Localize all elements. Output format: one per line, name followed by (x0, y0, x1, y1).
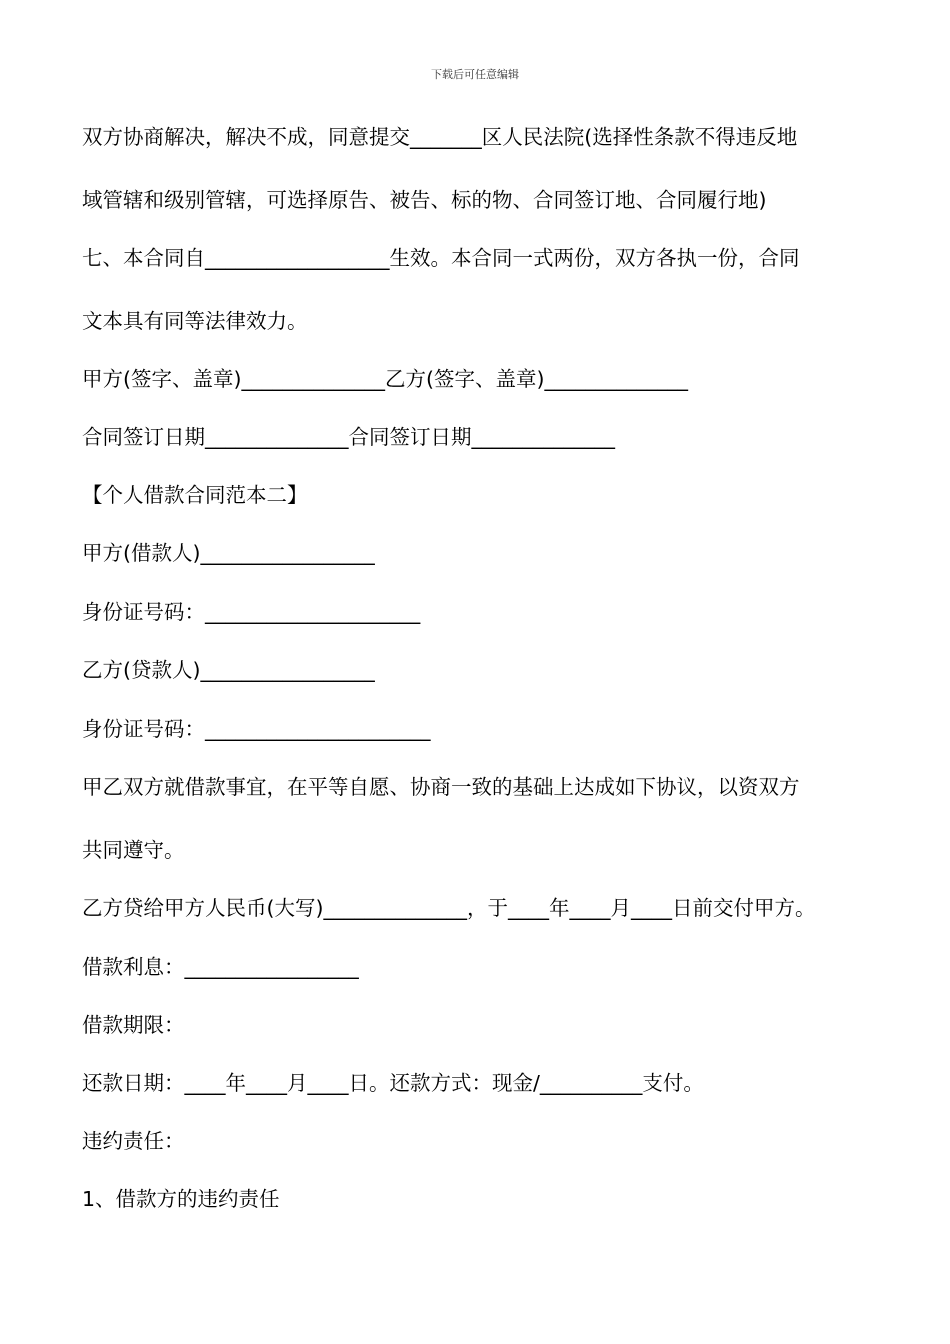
section-title: 【个人借款合同范本二】 (82, 483, 308, 507)
text-line: 乙方(贷款人)_________________ (82, 658, 375, 682)
text-line: 还款日期：____年____月____日。还款方式：现金/__________支付。 (82, 1071, 704, 1095)
text-line: 共同遵守。 (82, 838, 185, 862)
text-line: 七、本合同自__________________生效。本合同一式两份，双方各执一份，合同 (82, 246, 800, 270)
text-line: 文本具有同等法律效力。 (82, 309, 308, 333)
text-line: 域管辖和级别管辖，可选择原告、被告、标的物、合同签订地、合同履行地) (82, 188, 767, 212)
text-line: 甲乙双方就借款事宜，在平等自愿、协商一致的基础上达成如下协议，以资双方 (82, 775, 800, 799)
signature-line: 甲方(签字、盖章)______________乙方(签字、盖章)______________ (82, 367, 688, 391)
text-line: 违约责任： (82, 1129, 185, 1153)
text-line: 甲方(借款人)_________________ (82, 541, 375, 565)
page-header: 下载后可任意编辑 (431, 68, 519, 81)
text-line: 身份证号码：______________________ (82, 717, 431, 741)
text-line: 身份证号码：_____________________ (82, 600, 421, 624)
date-line: 合同签订日期______________合同签订日期______________ (82, 425, 615, 449)
text-line: 双方协商解决，解决不成，同意提交_______区人民法院(选择性条款不得违反地 (82, 125, 798, 149)
text-line: 1、借款方的违约责任 (82, 1187, 280, 1211)
text-line: 借款利息：_________________ (82, 955, 359, 979)
text-line: 借款期限： (82, 1013, 185, 1037)
text-line: 乙方贷给甲方人民币(大写)______________，于____年____月____日前交付甲方。 (82, 896, 816, 920)
